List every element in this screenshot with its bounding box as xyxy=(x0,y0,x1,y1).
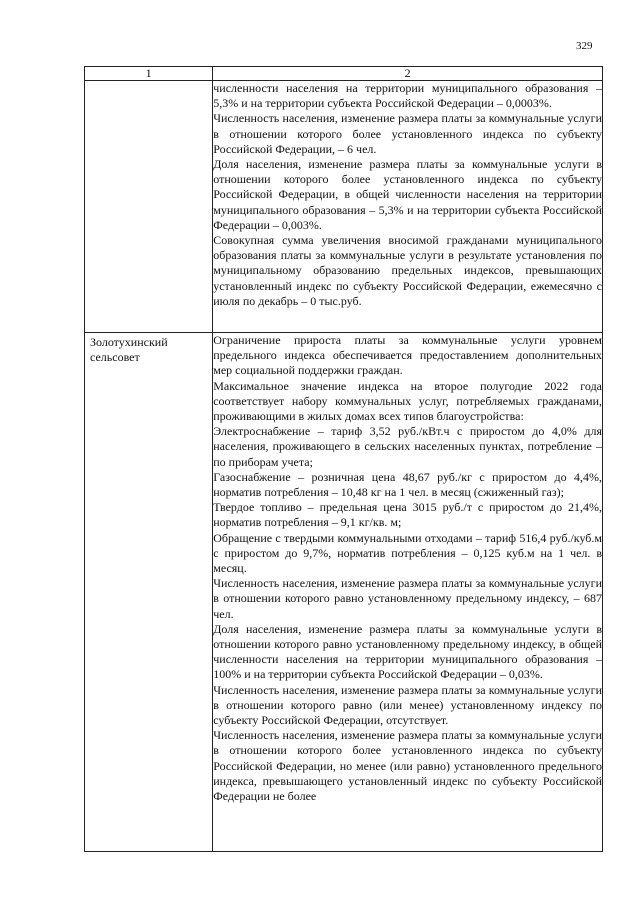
paragraph: Доля населения, изменение размера платы за коммунальные услуги в отношении которого равно установленному предельному индексу, в общей численности населения на территории муниципального образования – 100% и на территории субъекта Российской Федерации – 0,03%. xyxy=(213,621,602,682)
description-cell xyxy=(213,81,603,333)
paragraph: Численность населения, изменение размера платы за коммунальные услуги в отношении которого более установленного индекса по субъекту Российской Федерации, но менее (или равно) установленного предельного индекса, превышающего установленный индекс по субъекту Российской Федерации не более xyxy=(213,728,602,804)
paragraph: численности населения на территории муниципального образования – 5,3% и на территории субъекта Российской Федерации – 0,0003%. xyxy=(213,81,602,111)
paragraph: Газоснабжение – розничная цена 48,67 руб./кг с приростом до 4,4%, норматив потребления – 10,48 кг на 1 чел. в месяц (сжиженный газ); xyxy=(213,469,602,500)
table-header-row xyxy=(85,67,603,81)
document-table xyxy=(84,66,603,852)
municipality-cell xyxy=(85,81,213,333)
paragraph: Максимальное значение индекса на второе полугодие 2022 года соответствует набору коммунальных услуг, потребляемых гражданами, проживающими в жилых домах всех типов благоустройства: xyxy=(213,378,602,424)
column-header-2: 2 xyxy=(213,67,603,81)
paragraph: Доля населения, изменение размера платы за коммунальные услуги в отношении которого более установленного индекса по субъекту Российской Федерации, в общей численности населения на территории муниципального образования – 5,3% и на территории субъекта Российской Федерации – 0,003%. xyxy=(213,157,602,232)
paragraph: Твердое топливо – предельная цена 3015 руб./т с приростом до 21,4%, норматив потребления – 9,1 кг/кв. м; xyxy=(213,500,602,530)
table-row xyxy=(85,333,603,852)
table-row xyxy=(85,81,603,333)
municipality-name: Золотухинский сельсовет xyxy=(90,335,168,365)
paragraph: Численность населения, изменение размера платы за коммунальные услуги в отношении которого равно установленному предельному индексу, – 687 чел. xyxy=(213,576,602,621)
column-header-1: 1 xyxy=(85,67,213,81)
paragraph: Обращение с твердыми коммунальными отходами – тариф 516,4 руб./куб.м с приростом до 9,7%, норматив потребления – 0,125 куб.м на 1 чел. в месяц. xyxy=(213,530,602,576)
paragraph: Численность населения, изменение размера платы за коммунальные услуги в отношении которого равно (или менее) установленному индексу по субъекту Российской Федерации, отсутствует. xyxy=(213,682,602,728)
municipality-cell xyxy=(85,333,213,852)
municipality-name xyxy=(85,81,212,83)
paragraph: Численность населения, изменение размера платы за коммунальные услуги в отношении которого более установленного индекса по субъекту Российской Федерации, – 6 чел. xyxy=(213,111,602,156)
paragraph: Электроснабжение – тариф 3,52 руб./кВт.ч с приростом до 4,0% для населения, проживающего в сельских населенных пунктах, потребление – по приборам учета; xyxy=(213,424,602,469)
description-cell xyxy=(213,333,603,852)
page-number: 329 xyxy=(576,40,593,52)
paragraph: Ограничение прироста платы за коммунальные услуги уровнем предельного индекса обеспечивается предоставлением дополнительных мер социальной поддержки граждан. xyxy=(213,333,602,378)
paragraph: Совокупная сумма увеличения вносимой гражданами муниципального образования платы за коммунальные услуги в результате установления по муниципальному образованию предельных индексов, превышающих установленный индекс по субъекту Российской Федерации, ежемесячно с июля по декабрь – 0 тыс.руб. xyxy=(213,233,602,308)
